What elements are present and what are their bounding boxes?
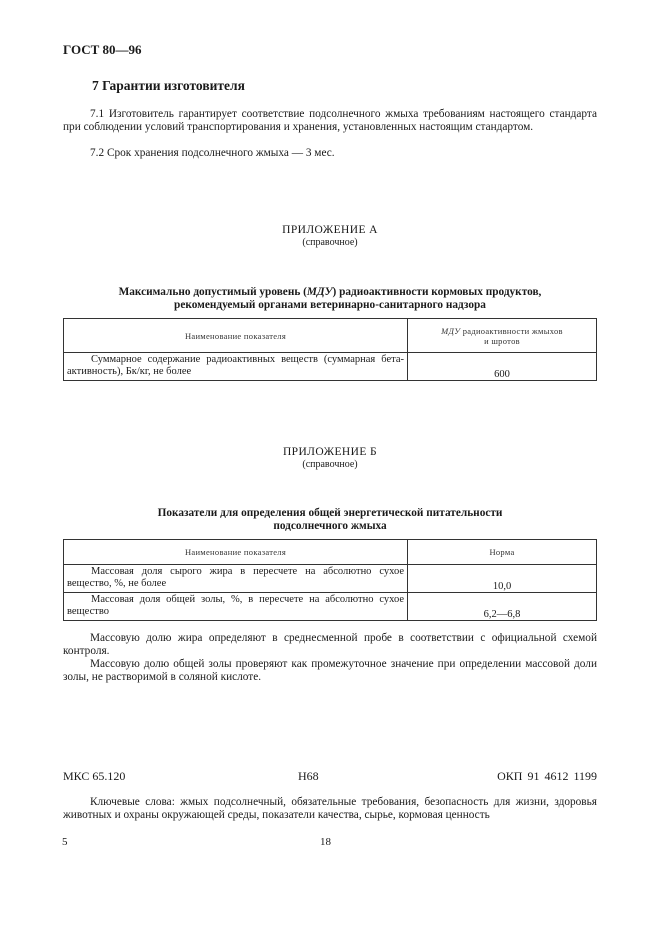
caption-part: ) радиоактивности кормовых продуктов,	[332, 286, 542, 298]
note-fat-text: Массовую долю жира определяют в среднесменной пробе в соответствии с официальной схемой контроля.	[63, 632, 597, 657]
appendix-a-title: ПРИЛОЖЕНИЕ А	[282, 224, 378, 236]
table-row	[64, 353, 597, 381]
row-value: 600	[408, 353, 597, 381]
column-header-name: Наименование показателя	[64, 319, 408, 353]
caption-part: Максимально допустимый уровень (	[118, 286, 307, 298]
row-value: 10,0	[408, 565, 597, 593]
keywords-text: Ключевые слова: жмых подсолнечный, обязательные требования, безопасность для жизни, здоровья животных и охраны окружающей среды, показатели качества, сырье, кормовая ценность	[63, 796, 597, 821]
row-name: Массовая доля сырого жира в пересчете на абсолютно сухое вещество, %, не более	[64, 565, 408, 593]
table-row	[64, 565, 597, 593]
paragraph-7-2-text: 7.2 Срок хранения подсолнечного жмыха — 3 мес.	[90, 147, 335, 159]
appendix-a-caption-line2: рекомендуемый органами ветеринарно-санитарного надзора	[174, 299, 486, 311]
column-header-text-2: и шротов	[484, 335, 520, 346]
table-header-row	[64, 319, 597, 353]
appendix-b-caption	[63, 507, 597, 533]
radioactivity-table	[63, 318, 597, 381]
column-header-text: радиоактивности жмыхов	[460, 325, 563, 336]
document-header: ГОСТ 80—96	[63, 42, 142, 57]
appendix-b-caption-line1: Показатели для определения общей энергетической питательности	[157, 507, 503, 519]
caption-abbrev: МДУ	[306, 286, 333, 298]
paragraph-7-1-text: 7.1 Изготовитель гарантирует соответствие подсолнечного жмыха требованиям настоящего стандарта при соблюдении условий транспортирования и хранения, установленных настоящим стандартом.	[63, 108, 597, 133]
table-row	[64, 593, 597, 621]
appendix-b-title: ПРИЛОЖЕНИЕ Б	[282, 446, 378, 458]
mks-code: МКС 65.120	[63, 769, 126, 783]
note-fat	[63, 632, 597, 658]
section-title: 7 Гарантии изготовителя	[92, 78, 245, 93]
table-header-row	[64, 540, 597, 565]
note-ash	[63, 658, 597, 684]
column-header-norm: Норма	[408, 540, 597, 565]
column-header-mdu	[408, 319, 597, 353]
okp-code: ОКП 91 4612 1199	[497, 769, 597, 783]
appendix-b-subtitle: (справочное)	[302, 459, 358, 470]
appendix-a-caption	[63, 286, 597, 312]
nutrition-table	[63, 539, 597, 621]
note-ash-text: Массовую долю общей золы проверяют как промежуточное значение при определении массовой доли золы, не растворимой в соляной кислоте.	[63, 658, 597, 683]
appendix-a-caption-line1	[63, 286, 597, 299]
appendix-a-subtitle: (справочное)	[302, 237, 358, 248]
page-number: 18	[320, 836, 331, 848]
row-name: Суммарное содержание радиоактивных веществ (суммарная бета-активность), Бк/кг, не более	[64, 353, 408, 381]
column-header-name: Наименование показателя	[64, 540, 408, 565]
appendix-b-caption-line2: подсолнечного жмыха	[273, 520, 387, 532]
paragraph-7-1	[63, 108, 597, 134]
classification-code: Н68	[298, 769, 319, 783]
paragraph-7-2	[63, 147, 597, 160]
column-header-abbrev: МДУ	[441, 325, 461, 336]
keywords	[63, 796, 597, 822]
left-page-number: 5	[62, 836, 68, 848]
row-value: 6,2—6,8	[408, 593, 597, 621]
row-name: Массовая доля общей золы, %, в пересчете на абсолютно сухое вещество	[64, 593, 408, 621]
